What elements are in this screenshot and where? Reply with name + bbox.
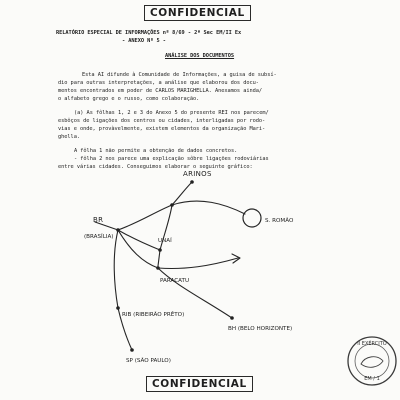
node-arinos [190, 180, 194, 184]
label-unai: UNAÍ [158, 238, 172, 244]
body-line: vias e onde, provàvelmente, existem elementos da organização Mari- [58, 126, 266, 132]
node-junction [170, 203, 174, 207]
label-sp: SP (SÃO PAULO) [126, 358, 171, 364]
seal-line1: II EXÉRCITO [357, 341, 387, 347]
body-line: mentos encontrados em poder de CARLOS MARIGHELLA. Anexamos ainda/ [58, 88, 263, 94]
army-seal [345, 334, 399, 388]
road-br-paracatu [118, 230, 158, 268]
confidential-stamp-top: CONFIDENCIAL [144, 5, 251, 21]
report-header: RELATÓRIO ESPECIAL DE INFORMAÇÕES nº 8/69 - 2ª Sec EM/II Ex [56, 30, 242, 36]
label-brasilia: (BRASÍLIA) [84, 234, 114, 240]
label-br: BR [93, 216, 104, 224]
body-line: ghella. [58, 134, 80, 140]
body-line: A fôlha 1 não permite a obtenção de dados concretos. [74, 148, 238, 154]
sketch-roads [95, 182, 245, 350]
road-br-arinos [118, 205, 172, 230]
label-sromao: S. ROMÃO [265, 218, 294, 224]
body-line: - fôlha 2 nos parece uma explicação sôbre ligações rodoviárias [74, 156, 269, 162]
node-rib [116, 306, 120, 310]
sketch-labels [84, 170, 294, 364]
body-line: (a) As fôlhas 1, 2 e 3 do Anexo 5 do presente REI nos parecem/ [74, 110, 269, 116]
node-unai [158, 248, 162, 252]
road-to-sromao [172, 201, 245, 214]
road-paracatu-bh [158, 268, 232, 318]
section-title: ANÁLISE DOS DOCUMENTOS [165, 53, 235, 59]
label-bh: BH (BELO HORIZONTE) [228, 326, 293, 332]
road-paracatu-east [158, 258, 238, 269]
label-rib: RIB (RIBEIRÃO PRÊTO) [122, 312, 185, 318]
node-br [116, 228, 120, 232]
annex-header: - ANEXO Nº 5 - [122, 38, 166, 44]
node-paracatu [156, 266, 160, 270]
node-sromao-circle [243, 209, 261, 227]
node-sp [130, 348, 134, 352]
body-line: entre várias cidades. Conseguimos elaborar o seguinte gráfico: [58, 164, 253, 170]
label-paracatu: PARACATU [160, 278, 190, 284]
confidential-stamp-bottom: CONFIDENCIAL [146, 376, 253, 392]
road-br-rib [114, 230, 118, 308]
node-bh [230, 316, 234, 320]
body-line: o alfabeto grego e o russo, como colaboração. [58, 96, 200, 102]
road-unai-paracatu [158, 250, 160, 266]
seal-line2: EM / 1 [364, 376, 380, 382]
body-line: dio para outras interpretações, a análise que elaborou dos docu- [58, 80, 259, 86]
body-line: esbôços de ligações dos centros ou cidades, interligadas por rodo- [58, 118, 266, 124]
label-arinos: ARINOS [183, 170, 212, 178]
body-line: Esta AI difunde à Comunidade de Informações, a guisa de subsí- [82, 72, 277, 78]
